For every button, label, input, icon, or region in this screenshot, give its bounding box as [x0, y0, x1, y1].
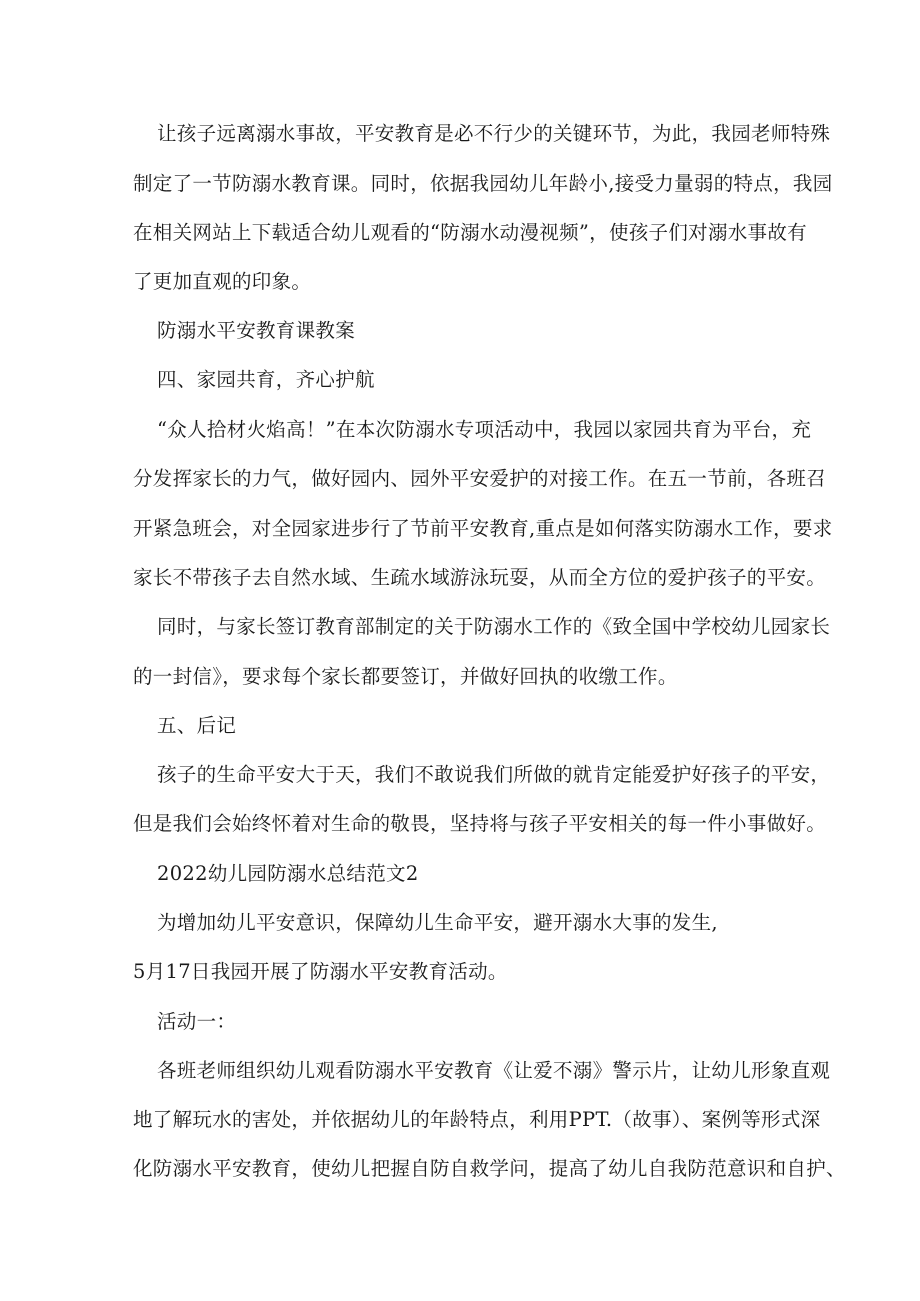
paragraph-line: 化防溺水平安教育，使幼儿把握自防自救学问，提高了幼儿自我防范意识和自护、 — [133, 1157, 846, 1180]
paragraph-line: 为增加幼儿平安意识，保障幼儿生命平安，避开溺水大事的发生, — [157, 911, 718, 934]
paragraph-line: 孩子的生命平安大于天，我们不敢说我们所做的就肯定能爱护好孩子的平安， — [157, 763, 831, 786]
paragraph-line: 同时，与家长签订教育部制定的关于防溺水工作的《致全国中学校幼儿园家长 — [157, 615, 831, 638]
paragraph-line: 但是我们会始终怀着对生命的敬畏，坚持将与孩子平安相关的每一件小事做好。 — [133, 812, 827, 835]
section-heading: 四、家园共育，齐心护航 — [157, 368, 375, 391]
section-heading: 五、后记 — [157, 714, 237, 737]
paragraph-line: 开紧急班会，对全园家进步行了节前平安教育,重点是如何落实防溺水工作，要求 — [133, 517, 833, 540]
section-heading: 防溺水平安教育课教案 — [157, 319, 356, 342]
paragraph-line: 的一封信》，要求每个家长都要签订，并做好回执的收缴工作。 — [133, 665, 678, 688]
section-heading: 2022幼儿园防溺水总结范文2 — [157, 862, 419, 885]
paragraph-line: 5月17日我园开展了防溺水平安教育活动。 — [133, 960, 508, 983]
paragraph-line: 家长不带孩子去自然水域、生疏水域游泳玩耍，从而全方位的爱护孩子的平安。 — [133, 566, 827, 589]
paragraph-line: 地了解玩水的害处，并依据幼儿的年龄特点，利用PPT.（故事）、案例等形式深 — [133, 1108, 821, 1131]
paragraph-line: 让孩子远离溺水事故，平安教育是必不行少的关键环节，为此，我园老师特殊 — [157, 122, 831, 145]
paragraph-line: 制定了一节防溺水教育课。同时，依据我园幼儿年龄小,接受力量弱的特点，我园 — [133, 172, 833, 195]
paragraph-line: 了更加直观的印象。 — [133, 270, 312, 293]
paragraph-line: 在相关网站上下载适合幼儿观看的“防溺水动漫视频”，使孩子们对溺水事故有 — [133, 221, 807, 244]
paragraph-line: 分发挥家长的力气，做好园内、园外平安爱护的对接工作。在五一节前，各班召 — [133, 467, 827, 490]
section-heading: 活动一： — [157, 1010, 237, 1033]
paragraph-line: 各班老师组织幼儿观看防溺水平安教育《让爱不溺》警示片，让幼儿形象直观 — [157, 1059, 831, 1082]
paragraph-line: “众人拾材火焰高！”在本次防溺水专项活动中，我园以家园共育为平台，充 — [157, 418, 812, 441]
